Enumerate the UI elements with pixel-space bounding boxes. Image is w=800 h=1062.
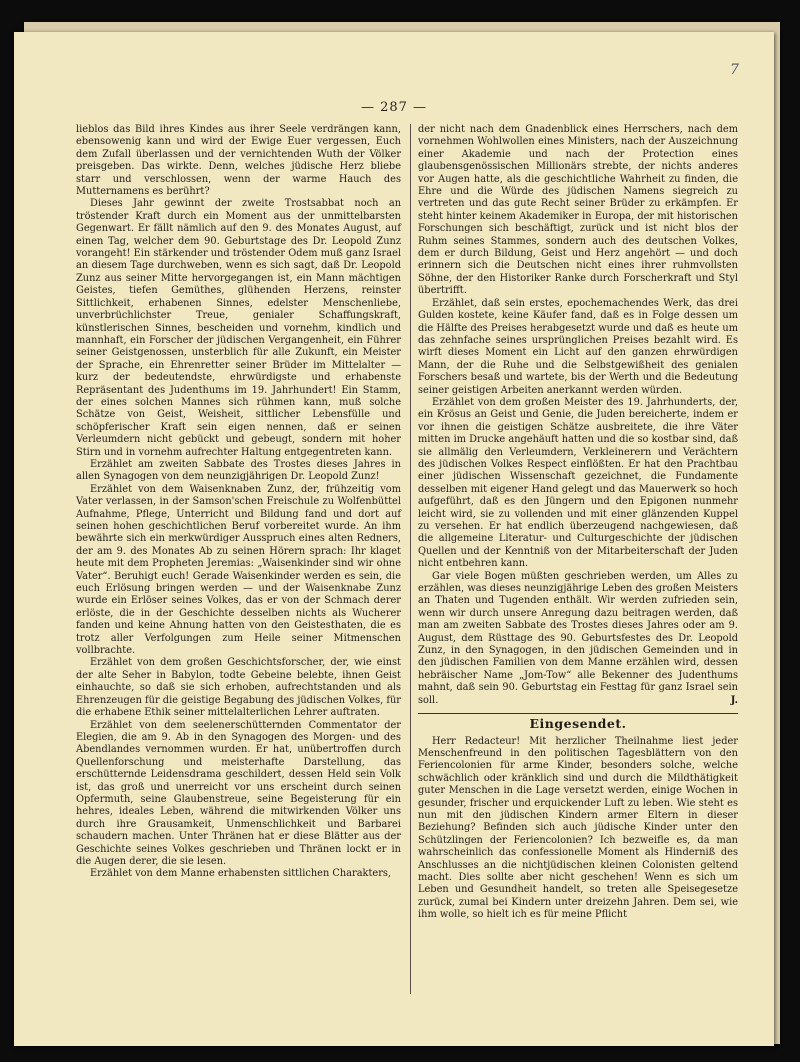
- section-rule: [418, 713, 738, 714]
- paragraph: Erzählet von dem großen Geschichtsforscher, der, wie einst der alte Seher in Babylon, todte Gebeine belebte, ihnen Geist einhauchte, so daß sie sich erhoben, aufrechtstanden und als Ehrenzeugen für die geistige Begabung des jüdischen Volkes, für die erhabene Ethik seiner mittelalterlichen Lehrer auftraten.: [76, 657, 401, 719]
- paragraph: lieblos das Bild ihres Kindes aus ihrer Seele verdrängen kann, ebensowenig kann und wird der Ewige Euer vergessen, Euch dem Zufall überlassen und der vernichtenden Wuth der Völker preisgeben. Das wirkte. Denn, welches jüdische Herz bliebe starr und verschlossen, wenn der warme Hauch des Mutternamens es berührt?: [76, 124, 401, 198]
- paragraph: Erzählet von dem großen Meister des 19. Jahrhunderts, der, ein Krösus an Geist und Genie, die Juden bereicherte, indem er vor ihnen die geistigen Schätze ausbreitete, die ihre Väter mitten im Drucke angehäuft hatten und die so kostbar sind, daß sie allmälig den Verleumdern, Verkleinerern und Verächtern des jüdischen Volkes Respect einflößten. Er hat den Prachtbau einer jüdischen Wissenschaft gezeichnet, die Fundamente desselben mit eigener Hand gelegt und das Mauerwerk so hoch aufgeführt, daß es den Jüngern und den Epigonen nunmehr leicht wird, sie zu vollenden und mit einer glänzenden Kuppel zu versehen. Er hat endlich überzeugend nachgewiesen, daß die allgemeine Literatur- und Culturgeschichte der jüdischen Quellen und der Kenntniß von der Mitarbeiterschaft der Juden nicht entbehren kann.: [418, 396, 738, 570]
- paragraph-text: Gar viele Bogen müßten geschrieben werden, um Alles zu erzählen, was dieses neunzigjährige Leben des großen Meisters an Thaten und Tugenden enthält. Wir werden zufrieden sein, wenn wir durch unsere Anregung dazu beitragen werden, daß man am zweiten Sabbate des Trostes dieses Jahres oder am 9. August, dem Rüsttage des 90. Geburtsfestes des Dr. Leopold Zunz, in den Synagogen, in den jüdischen Gemeinden und in den jüdischen Familien von dem Manne erzählen wird, dessen hebräischer Name „Jom-Tow“ alle Bekenner des Judenthums mahnt, daß sein 90. Geburtstag ein Festtag für ganz Israel sein soll.: [418, 570, 738, 706]
- page-number: — 287 —: [360, 100, 428, 115]
- paragraph: Erzählet von dem Waisenknaben Zunz, der, frühzeitig vom Vater verlassen, in der Samson'schen Freischule zu Wolfenbüttel Aufnahme, Pflege, Unterricht und Bildung fand und dort auf seinen hohen geschichtlichen Beruf vorbereitet wurde. An ihm bewährte sich ein merkwürdiger Ausspruch eines alten Redners, der am 9. des Monates Ab zu seinen Hörern sprach: Ihr klaget heute mit dem Propheten Jeremias: „Waisenkinder sind wir ohne Vater“. Beruhigt euch! Gerade Waisenkinder werden es sein, die euch Erlösung bringen werden — und der Waisenknabe Zunz wurde ein Erlöser seines Volkes, das er von der Schmach derer erlöste, die in der Geschichte desselben nichts als Wucherer fanden und keine Ahnung hatten von den Geistesthaten, die es trotz aller Verfolgungen zum Heile seiner Mitmenschen vollbrachte.: [76, 483, 401, 657]
- paragraph-with-signature: [418, 571, 738, 707]
- letter-paragraph: Herr Redacteur! Mit herzlicher Theilnahme liest jeder Menschenfreund in den politischen Tagesblättern von den Feriencolonien für arme Kinder, besonders solche, welche schwächlich oder kränklich sind und durch die Mildthätigkeit guter Menschen in die Lage versetzt werden, einige Wochen in gesunder, frischer und erquickender Luft zu leben. Wie steht es nun mit den jüdischen Kindern armer Eltern in dieser Beziehung? Befinden sich auch jüdische Kinder unter den Schützlingen der Feriencolonien? Ich bezweifle es, da man wahrscheinlich das confessionelle Moment als Hinderniß des Anschlusses an die nichtjüdischen kleinen Colonisten geltend macht. Dies sollte aber nicht geschehen! Wenn es sich um Leben und Gesundheit handelt, so treten alle Speisegesetze zurück, zumal bei Kindern unter dreizehn Jahren. Dem sei, wie ihm wolle, so hielt ich es für meine Pflicht: [418, 735, 738, 921]
- section-heading: Eingesendet.: [529, 716, 627, 732]
- paragraph: der nicht nach dem Gnadenblick eines Herrschers, nach dem vornehmen Wohlwollen eines Ministers, nach der Auszeichnung einer Akademie und nach der Protection eines glaubensgenössischen Millionärs strebte, der nichts anderes vor Augen hatte, als die geschichtliche Wahrheit zu finden, die Ehre und die Würde des jüdischen Namens siegreich zu vertreten und das gute Recht seiner Brüder zu erkämpfen. Er steht hinter keinem Akademiker in Europa, der mit historischen Forschungen sich beschäftigt, zurück und ist nicht blos der Ruhm seines Stammes, sondern auch des deutschen Volkes, dem er durch Bildung, Geist und Herz angehört — und doch erinnern sich die Deutschen nicht eines ihrer ruhmvollsten Söhne, der den Historiker Ranke durch Forscherkraft und Styl übertrifft.: [418, 124, 738, 297]
- newspaper-page: [14, 32, 774, 1046]
- column-divider: [410, 124, 411, 994]
- paragraph: Erzählet, daß sein erstes, epochemachendes Werk, das drei Gulden kostete, keine Käufer fand, daß es in Folge dessen um die Hälfte des Preises herabgesetzt wurde und daß es heute um das zehnfache seines ursprünglichen Preises bezahlt wird. Es wirft dieses Moment ein Licht auf den ganzen ehrwürdigen Mann, der die Ruhe und die Selbstgewißheit des genialen Forschers besaß und wartete, bis der Werth und die Bedeutung seiner geistigen Arbeiten anerkannt werden würden.: [418, 297, 738, 396]
- paragraph: Erzählet von dem Manne erhabensten sittlichen Charakters,: [90, 868, 392, 880]
- paragraph: Dieses Jahr gewinnt der zweite Trostsabbat noch an tröstender Kraft durch ein Moment aus der unmittelbarsten Gegenwart. Er fällt nämlich auf den 9. des Monates August, auf einen Tag, welcher dem 90. Geburtstage des Dr. Leopold Zunz vorangeht! Ein stärkender und tröstender Odem muß ganz Israel an diesem Tage durchweben, wenn es sich sagt, daß Dr. Leopold Zunz aus seiner Mitte hervorgegangen ist, ein Mann mächtigen Geistes, tiefen Gemüthes, glühenden Herzens, reinster Sittlichkeit, erhabenen Sinnes, edelster Menschenliebe, unverbrüchlichster Treue, genialer Schaffungskraft, künstlerischen Sinnes, bescheiden und vornehm, kindlich und mannhaft, ein Forscher der jüdischen Vergangenheit, ein Führer seiner Geistgenossen, unsterblich für alle Zukunft, ein Meister der Sprache, ein Ehrenretter seiner Brüder im Mittelalter — kurz der bedeutendste, ehrwürdigste und erhabenste Repräsentant des Judenthums im 19. Jahrhundert! Ein Stamm, der eines solchen Mannes sich rühmen kann, muß solche Schätze von Geist, Weisheit, sittlicher Lebensfülle und schöpferischer Kraft sein eigen nennen, daß er seinen Verleumdern nicht gebückt und gebeugt, sondern mit hoher Stirn und in vornehm aufrechter Haltung entgegentreten kann.: [76, 198, 402, 458]
- paragraph: Erzählet von dem seelenerschütternden Commentator der Elegien, die am 9. Ab in den Synagogen des Morgen- und des Abendlandes vernommen wurden. Er hat, unübertroffen durch Quellenforschung und meisterhafte Darstellung, das erschütternde Leidensdrama geschildert, dessen Held sein Volk ist, das groß und unerreicht vor uns erscheint durch seinen Opfermuth, seine Glaubenstreue, seine Begeisterung für ein hehres, ideales Leben, während die mitwirkenden Völker uns durch ihre Grausamkeit, Unmenschlichkeit und Barbarei schaudern machen. Unter Thränen hat er diese Blätter aus der Geschichte seines Volkes geschrieben und Thränen lockt er in die Augen derer, die sie lesen.: [76, 719, 401, 867]
- right-column: [418, 124, 738, 922]
- paragraph: Erzählet am zweiten Sabbate des Trostes dieses Jahres in allen Synagogen von dem neunzigjährigen Dr. Leopold Zunz!: [76, 458, 401, 483]
- left-column: [76, 124, 401, 881]
- author-signature: J.: [730, 694, 738, 706]
- pencil-page-mark: 7: [730, 62, 739, 78]
